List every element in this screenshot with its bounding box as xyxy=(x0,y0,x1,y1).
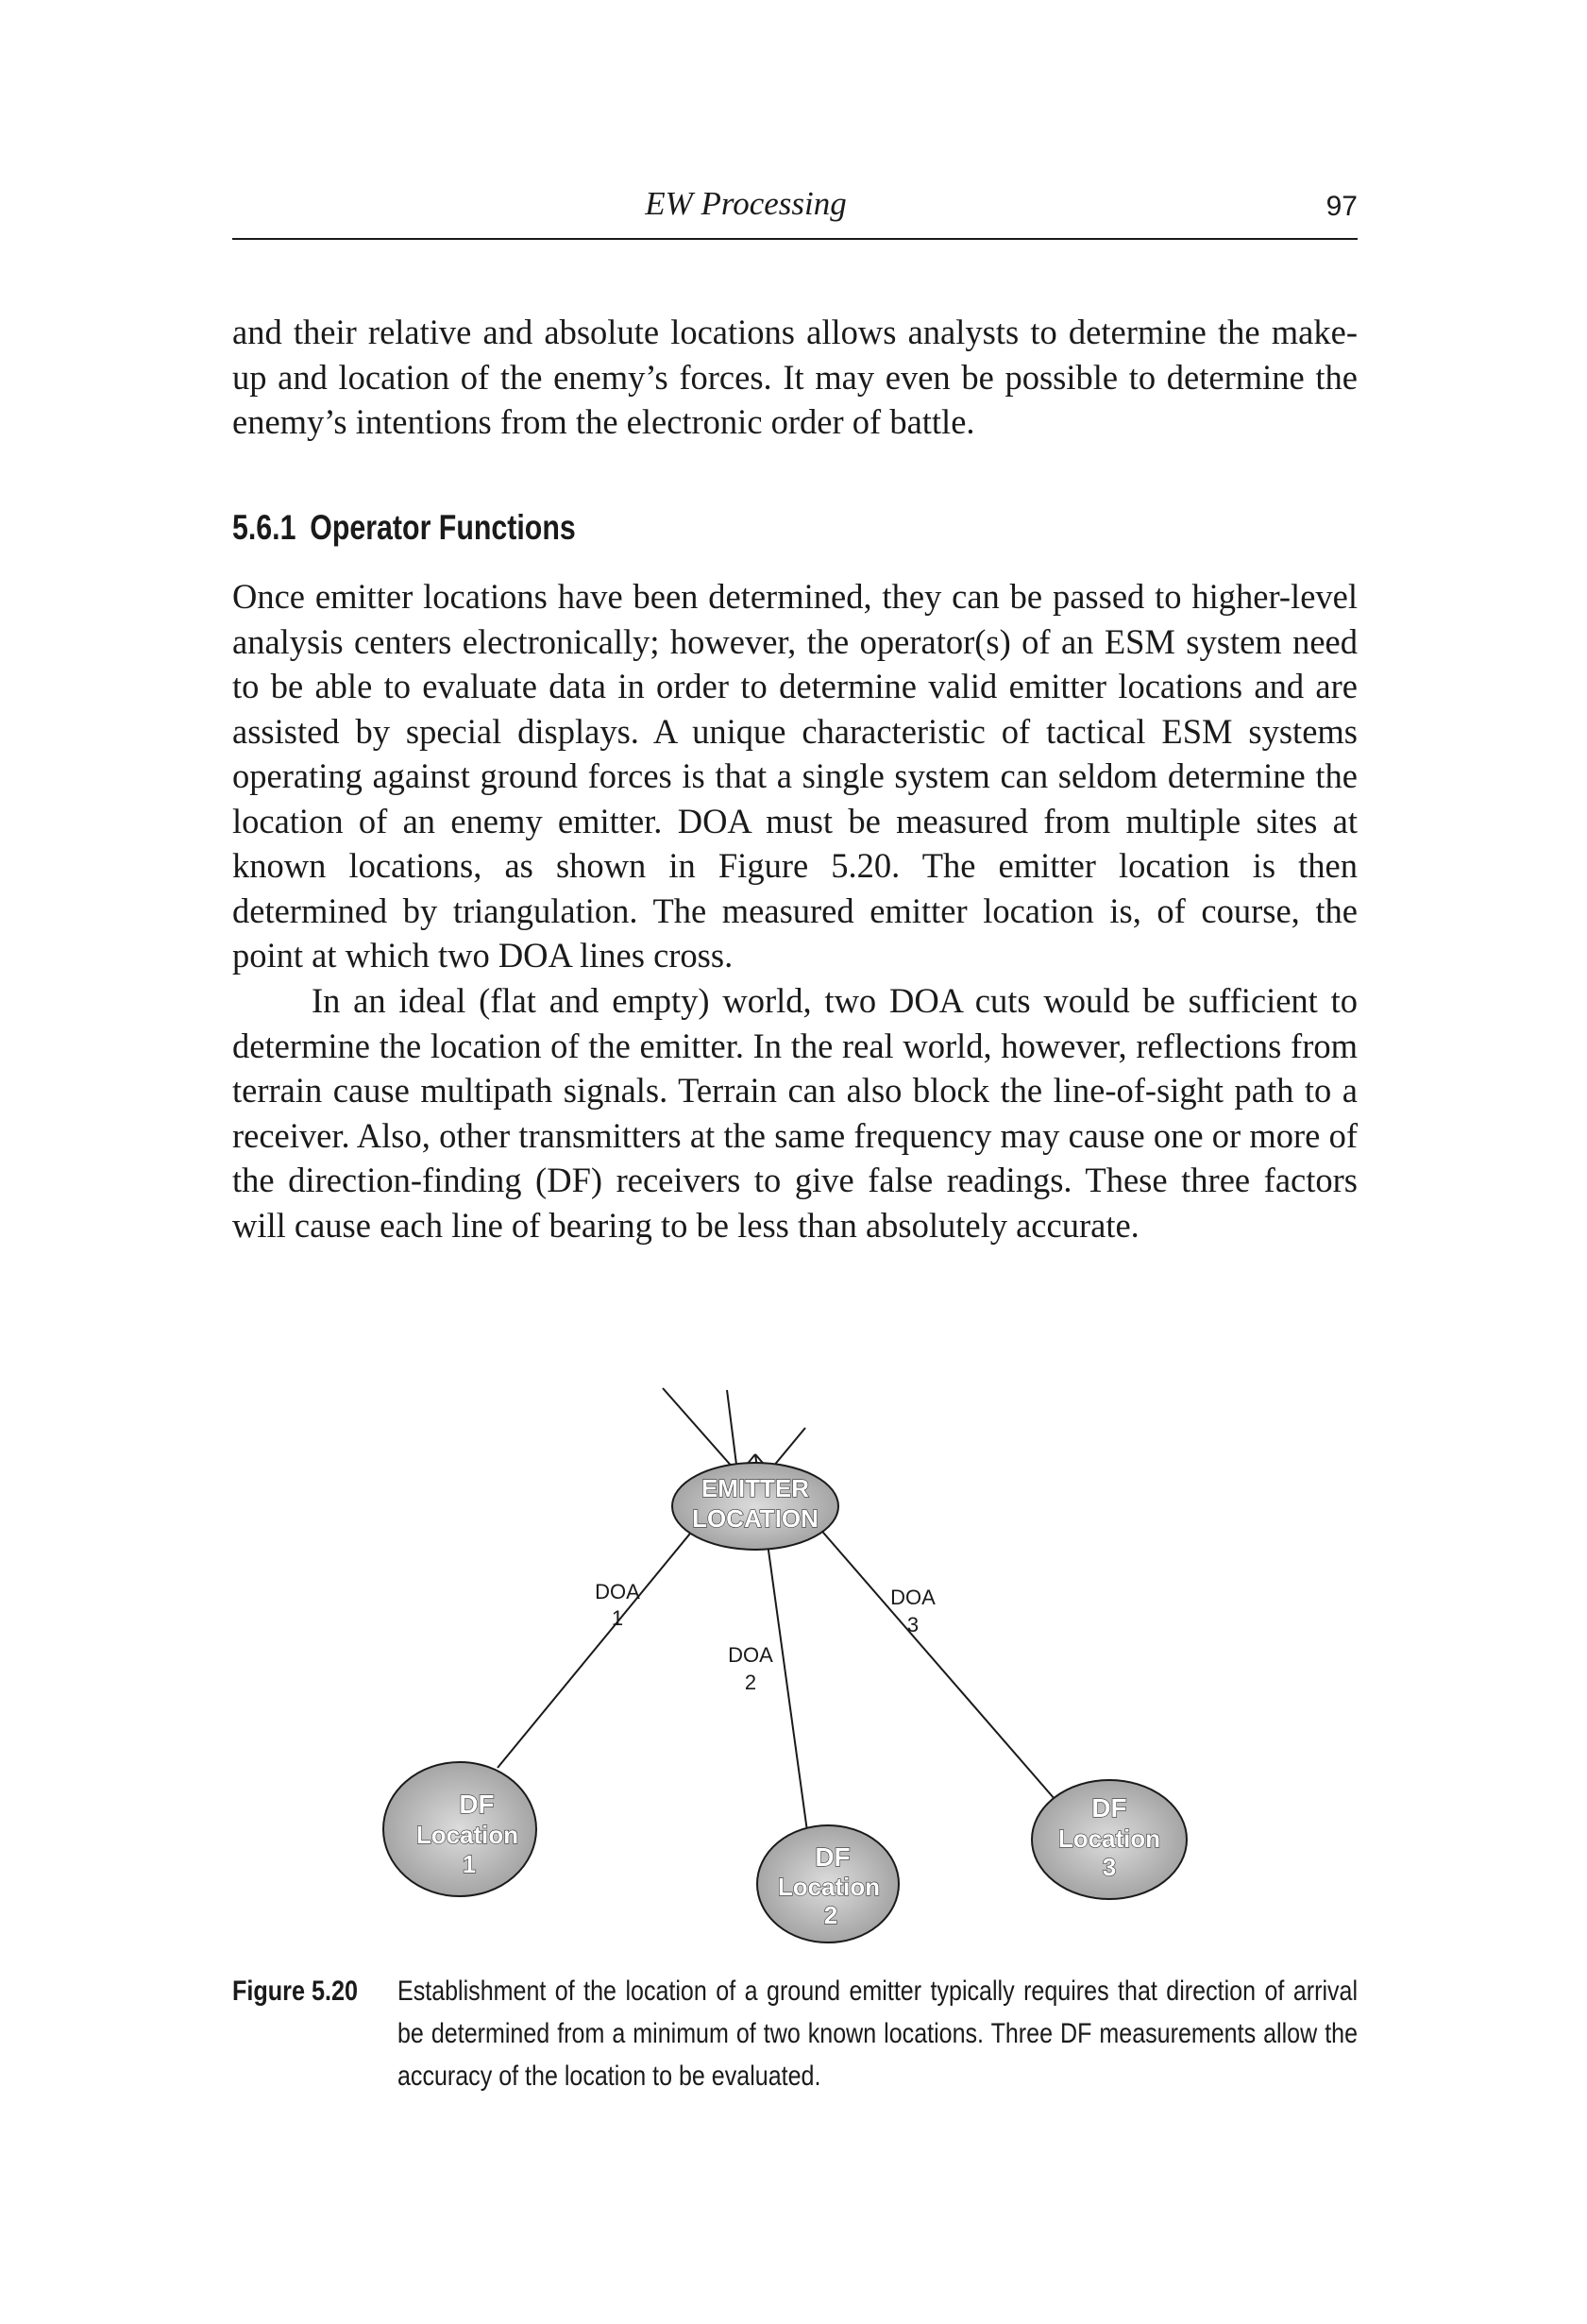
doa-2-label: DOA xyxy=(728,1643,773,1667)
doa-1-label: DOA xyxy=(595,1580,640,1603)
df-2-label-line1: DF xyxy=(815,1842,851,1872)
df-3-label-line1: DF xyxy=(1091,1793,1127,1823)
df-location-1-node xyxy=(383,1762,536,1896)
doa-3-number: 3 xyxy=(906,1613,920,1637)
doa-2-number: 2 xyxy=(744,1671,757,1694)
section-number: 5.6.1 xyxy=(232,508,296,547)
section-title: Operator Functions xyxy=(310,508,576,547)
figure-caption-text: Establishment of the location of a ground emitter typically requires that direction of arrival be determined from a minimum of two known locations. Three DF measurements allow the accuracy of the location to be evaluated. xyxy=(397,1976,1359,2092)
figure-caption-label: Figure 5.20 xyxy=(232,1976,359,2007)
df-1-label-number: 1 xyxy=(462,1850,477,1878)
doa-3-label: DOA xyxy=(890,1586,936,1609)
df-location-2-node xyxy=(757,1825,899,1942)
body-paragraph-1: Once emitter locations have been determined, they can be passed to higher-level analysis centers electronically; however, the operator(s) of an ESM system need to be able to evaluate data in order to determine valid emitter locations and are assisted by special displays. A unique characteristic of tactical ESM systems operating against ground forces is that a single system can seldom determine the location of an enemy emitter. DOA must be measured from multiple sites at known locations, as shown in Figure 5.20. The emitter location is then determined by triangulation. The measured emitter location is, of course, the point at which two DOA lines cross. xyxy=(232,577,1358,975)
emitter-location-node xyxy=(672,1463,838,1550)
doa-1-number: 1 xyxy=(611,1606,624,1630)
emitter-label-line2: LOCATION xyxy=(692,1504,819,1533)
running-header-title: EW Processing xyxy=(645,185,847,222)
df-1-label-line1: DF xyxy=(459,1790,495,1819)
body-paragraph-2: In an ideal (flat and empty) world, two DOA cuts would be sufficient to determine the location of the emitter. In the real world, however, reflections from terrain cause multipath signals. Terrain can also block the line-of-sight path to a receiver. Also, other transmitters at the same frequency may cause one or more of the direction-finding (DF) receivers to give false readings. These three factors will cause each line of bearing to be less than absolutely accurate. xyxy=(232,981,1358,1245)
df-2-label-line2: Location xyxy=(777,1873,881,1901)
intro-paragraph: and their relative and absolute locations allows analysts to determine the make-up and location of the enemy’s forces. It may even be possible to determine the enemy’s intentions from the electronic order of battle. xyxy=(232,313,1358,441)
df-3-label-line2: Location xyxy=(1057,1824,1161,1853)
df-2-label-number: 2 xyxy=(823,1901,838,1929)
df-3-label-number: 3 xyxy=(1102,1853,1117,1881)
page-number: 97 xyxy=(1325,191,1358,222)
df-1-label-line2: Location xyxy=(415,1821,519,1849)
emitter-label-line1: EMITTER xyxy=(701,1474,810,1502)
df-location-3-node xyxy=(1032,1780,1187,1899)
